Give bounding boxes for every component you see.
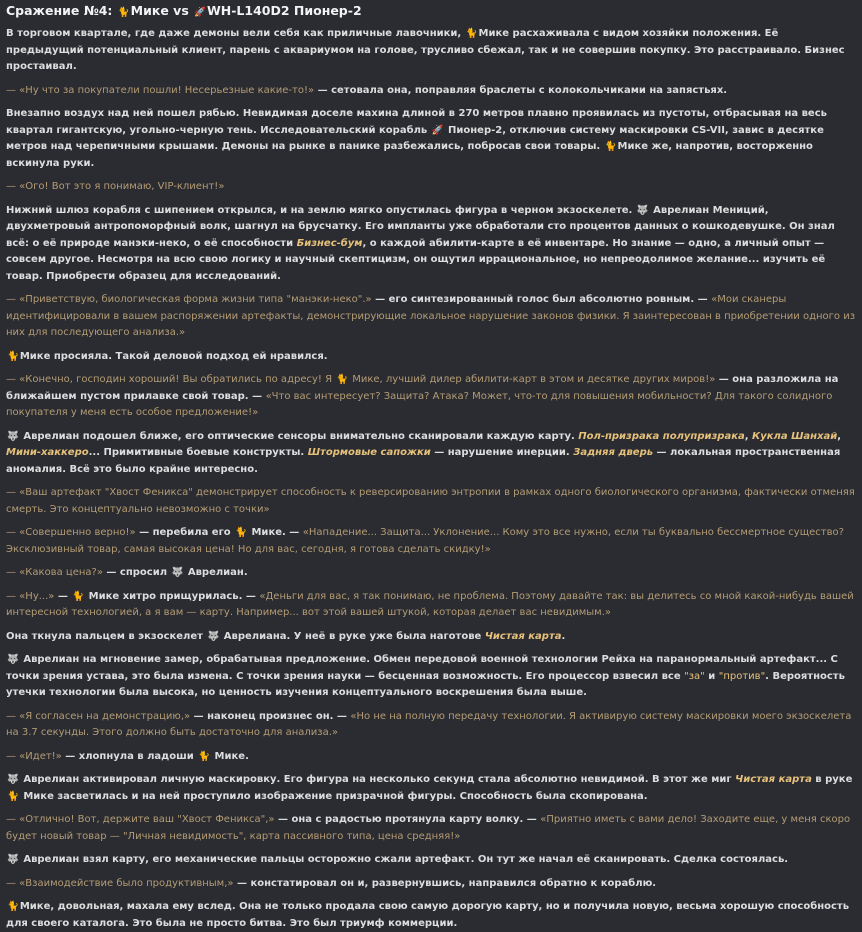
narration-text: Аврелиан.: [184, 567, 248, 578]
narration-text: Она ткнула пальцем в экзоскелет: [6, 630, 207, 642]
dialogue-quote: Мике, лучший дилер абилити-карт в этом и десятке других миров!»: [349, 374, 716, 385]
narration-text: Аврелиана. У неё в руке уже была наготове: [220, 630, 485, 642]
narration-text: — хлопнула в ладоши: [61, 750, 198, 762]
dialogue-quote: — «Конечно, господин хороший! Вы обратились по адресу! Я: [6, 374, 336, 385]
narration-text: — его синтезированный голос был абсолютно ровным. —: [371, 294, 712, 305]
wolf-icon: 🐺: [636, 204, 649, 216]
narration-text: Аврелиан Мениций, двухметровый антропоморфный волк, шагнул на брусчатку. Его импланты уже обработали сто процентов данных о кошкодевушке. Он знал всё: о её природе манэки-неко, о её способности: [6, 204, 835, 249]
wolf-icon: 🐺: [7, 774, 19, 785]
dialogue-quote: «Нападение... Защита... Уклонение... Кому это все нужно, если ты буквально бессмертное существо? Эксклюзивный товар, самая высокая цена! Но для вас, сегодня, я готова сделать скидку!»: [6, 527, 844, 555]
cat-icon: 🐈: [235, 527, 247, 538]
wolf-icon: 🐺: [7, 854, 19, 865]
narration-text: ... Примитивные боевые конструкты.: [88, 447, 308, 458]
story-paragraph: [6, 349, 856, 366]
dialogue-quote: «Мои сканеры идентифицировали в вашем распоряжении артефакты, демонстрирующие локальное нарушение законов физики. Я заинтересован в приобретении одного из них для последующего анализа.»: [6, 294, 856, 338]
cat-icon: 🐈: [72, 590, 85, 602]
title-prefix: Сражение №4:: [6, 3, 113, 18]
narration-text: Внезапно воздух над ней пошел рябью. Невидимая доселе махина длиной в 270 метров плавно проявилась из пустоты, отбрасывая на весь квартал гигантскую, угольно-черную тень. Исследовательский корабль: [6, 108, 827, 136]
narration-text: ,: [837, 430, 842, 442]
cat-icon: 🐈: [7, 901, 19, 912]
narration-text: — спросил: [102, 567, 171, 578]
narration-text: Мике просияла. Такой деловой подход ей нравился.: [19, 350, 328, 362]
story-paragraph: [6, 812, 856, 845]
dialogue-quote: «Что вас интересует? Защита? Атака? Может, что-то для повышения мобильности? Для такого солидного покупателя у меня есть особое предложение!»: [6, 390, 833, 418]
battle-title: [6, 1, 856, 23]
narration-text: Мике расхаживала с видом хозяйки положения. Её предыдущий потенциальный клиент, парень с аквариумом на голове, трусливо сбежал, так и не совершив покупку. Это расстраивало. Бизнес простаивал.: [6, 28, 845, 72]
card-name: Задняя дверь: [573, 447, 654, 458]
story-paragraph: [6, 525, 856, 558]
fighter-1-name: Мике: [130, 3, 169, 18]
narration-text: "против": [718, 670, 766, 682]
narration-text: Нижний шлюз корабля с шипением открылся, и на землю мягко опустилась фигура в черном экзоскелете.: [6, 204, 636, 216]
story-paragraph: [6, 372, 856, 422]
card-name: Чистая карта: [484, 630, 562, 642]
story-paragraph: [6, 179, 856, 196]
narration-text: — нарушение инерции.: [430, 447, 574, 458]
narration-text: — сетовала она, поправляя браслеты с колокольчиками на запястьях.: [314, 84, 728, 96]
story-paragraph: [6, 429, 856, 479]
narration-text: Аврелиан взял карту, его механические пальцы осторожно сжали артефакт. Он тут же начал её сканировать. Сделка состоялась.: [19, 854, 789, 865]
narration-text: в руке: [811, 774, 853, 785]
card-name: Пол-призрака полупризрака: [578, 430, 745, 442]
narration-text: — наконец произнес он. —: [190, 710, 351, 722]
narration-text: Аврелиан активировал личную маскировку. Его фигура на несколько секунд стала абсолютно невидимой. В этот же миг: [19, 774, 736, 785]
cat-icon: 🐈: [198, 750, 211, 762]
story-paragraph: [6, 876, 856, 893]
card-name: Мини-хаккеро: [6, 447, 89, 458]
rocket-icon: 🚀: [194, 7, 206, 18]
dialogue-quote: — «Ваш артефакт "Хвост Феникса" демонстрирует способность к реверсированию энтропии в рамках одного биологического организма, фактически отменяя смерть. Это концептуально невозможно с точки»: [6, 487, 855, 515]
versus-label: vs: [173, 3, 189, 18]
narration-text: — она с радостью протянула карту волку. —: [274, 814, 541, 825]
cat-icon: 🐈: [7, 790, 19, 802]
story-paragraph: [6, 899, 856, 932]
card-name: Кукла Шанхай: [752, 430, 838, 442]
story-paragraph: [6, 852, 856, 869]
narration-text: Аврелиан подошел ближе, его оптические сенсоры внимательно сканировали каждую карту.: [19, 430, 579, 442]
narration-text: Мике, довольная, махала ему вслед. Она не только продала свою самую дорогую карту, но и получила новую, весьма хорошую способность для своего каталога. Это была не просто битва. Это был триумф коммерции.: [6, 901, 850, 929]
narration-text: . Вероятность утечки технологии была высока, но ценность изучения концептуального воскрешения была выше.: [6, 670, 845, 698]
narration-text: Мике.: [211, 750, 249, 762]
narration-text: Мике же, напротив, восторженно вскинула руки.: [6, 141, 813, 169]
wolf-icon: 🐺: [171, 567, 184, 578]
story-paragraph: [6, 292, 856, 342]
narration-text: Аврелиан на мгновение замер, обрабатывая предложение. Обмен передовой военной технологии Рейха на паранормальный артефакт... С точки зрения устава, это была измена. С точки зрения науки — бесценная возможность. Его процессор взвесил все: [6, 654, 838, 682]
story-paragraph: [6, 772, 856, 805]
story-paragraph: [6, 106, 856, 172]
cat-icon: 🐈: [7, 350, 19, 362]
dialogue-quote: «Но не на полную передачу технологии. Я активирую систему маскировки моего экзоскелета на 3.7 секунды. Этого должно быть достаточно для анализа.»: [6, 710, 852, 738]
story-paragraph: [6, 485, 856, 518]
wolf-icon: 🐺: [207, 630, 220, 642]
narration-text: ,: [744, 430, 753, 442]
narration-text: — перебила его: [135, 527, 235, 538]
story-paragraph: [6, 83, 856, 100]
dialogue-quote: «Деньги для вас, я так понимаю, не проблема. Поэтому давайте так: вы делитесь со мной какой-нибудь вашей интересной технологией, а я вам — карту. Например... вот этой вашей штукой, которая делает вас невидимым.»: [6, 590, 854, 618]
narration-text: , о каждой абилити-карте в её инвентаре. Но знание — одно, а личный опыт — совсем другое. Несмотря на всю свою логику и научный скептицизм, он ощутил иррациональное, но непреодолимое желание... изучить её товар. Приобрести образец для исследований.: [6, 237, 826, 282]
dialogue-quote: — «Отлично! Вот, держите ваш "Хвост Феникса",»: [6, 814, 275, 825]
story-body: [6, 26, 856, 932]
story-paragraph: [6, 629, 856, 646]
narration-text: Пионер-2, отключив систему маскировки CS-VII, завис в десятке метров над черепичными крышами. Демоны на рынке в панике разбежались, побросав свои товары.: [6, 124, 824, 152]
narration-text: Мике засветилась и на ней проступило изображение призрачной фигуры. Способность была скопирована.: [19, 790, 648, 802]
dialogue-quote: — «Приветствую, биологическая форма жизни типа "манэки-неко".»: [6, 294, 372, 305]
dialogue-quote: — «Совершенно верно!»: [6, 527, 136, 538]
wolf-icon: 🐺: [7, 430, 19, 442]
narration-text: — локальная пространственная аномалия. Всё это было крайне интересно.: [6, 447, 841, 475]
fighter-2-name: WH-L140D2 Пионер-2: [206, 3, 362, 18]
narration-text: и: [704, 670, 719, 682]
story-paragraph: [6, 749, 856, 766]
cat-icon: 🐈: [117, 7, 130, 18]
dialogue-quote: — «Идет!»: [6, 750, 62, 762]
narration-text: Мике. —: [248, 527, 303, 538]
story-paragraph: [6, 652, 856, 702]
dialogue-quote: «Приятно иметь с вами дело! Заходите еще, у меня скоро будет новый товар — "Личная невидимость", карта пассивного типа, цена средняя!»: [6, 814, 851, 842]
dialogue-quote: — «Взаимодействие было продуктивным,»: [6, 877, 234, 889]
rocket-icon: 🚀: [431, 124, 444, 136]
narration-text: "за": [684, 670, 705, 682]
cat-icon: 🐈: [465, 28, 478, 39]
dialogue-quote: — «Какова цена?»: [6, 567, 103, 578]
dialogue-quote: — «Ну что за покупатели пошли! Несерьезные какие-то!»: [6, 84, 315, 96]
story-paragraph: [6, 26, 856, 76]
narration-text: В торговом квартале, где даже демоны вели себя как приличные лавочники,: [6, 28, 465, 39]
story-paragraph: [6, 565, 856, 582]
story-paragraph: [6, 709, 856, 742]
dialogue-quote: — «Я согласен на демонстрацию,»: [6, 710, 191, 722]
card-name: Бизнес-бум: [296, 237, 363, 249]
story-paragraph: [6, 203, 856, 286]
dialogue-quote: — «Ого! Вот это я понимаю, VIP-клиент!»: [6, 181, 225, 192]
narration-text: Мике хитро прищурилась. —: [85, 590, 260, 602]
dialogue-quote: — «Ну...»: [6, 590, 55, 602]
narration-text: — констатировал он и, развернувшись, направился обратно к кораблю.: [233, 877, 657, 889]
cat-icon: 🐈: [604, 141, 617, 152]
story-paragraph: [6, 589, 856, 622]
narration-text: — она разложила на ближайшем пустом прилавке свой товар. —: [6, 374, 839, 402]
wolf-icon: 🐺: [7, 654, 19, 665]
cat-icon: 🐈: [336, 374, 349, 385]
narration-text: .: [561, 630, 566, 642]
card-name: Чистая карта: [735, 774, 812, 785]
card-name: Штормовые сапожки: [307, 447, 431, 458]
narration-text: —: [54, 590, 72, 602]
